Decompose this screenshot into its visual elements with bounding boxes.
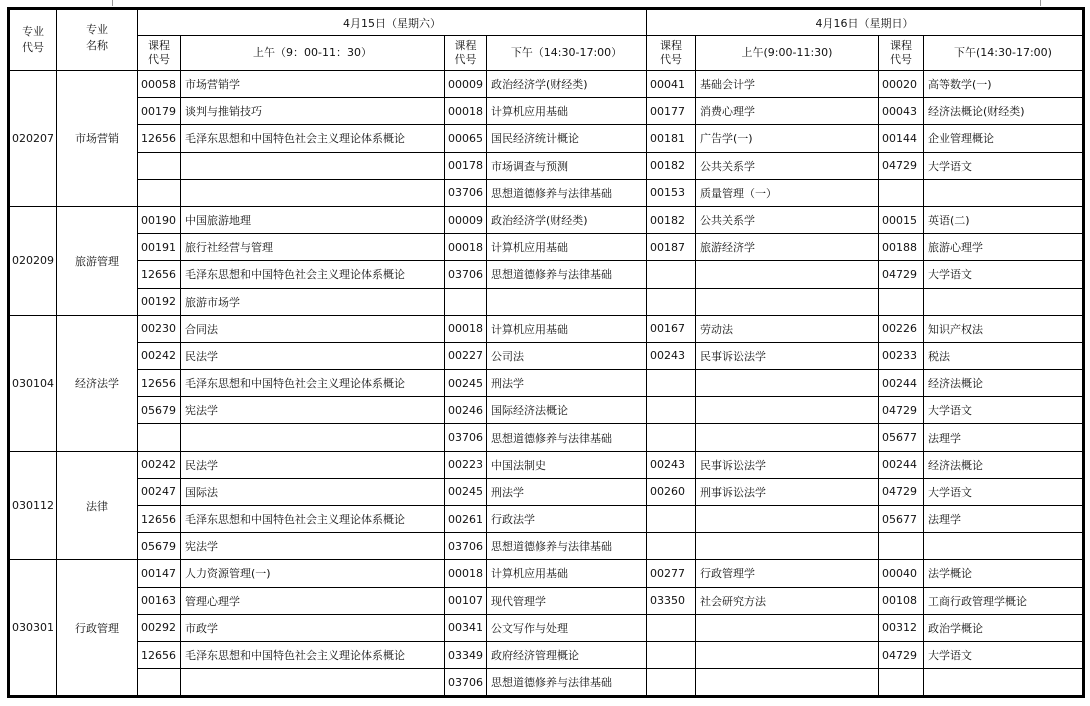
d1-am-code: 12656	[138, 641, 181, 668]
d1-am-code	[138, 669, 181, 697]
d1-pm-course: 国际经济法概论	[487, 397, 647, 424]
d1-pm-code: 03706	[445, 179, 487, 206]
d1-am-course: 宪法学	[181, 397, 445, 424]
d1-pm-course: 公文写作与处理	[487, 614, 647, 641]
d1-am-course	[181, 669, 445, 697]
d2-pm-course: 经济法概论(财经类)	[924, 98, 1084, 125]
major-name: 市场营销	[57, 71, 138, 207]
d1-pm-course: 计算机应用基础	[487, 98, 647, 125]
d2-am-code: 00243	[647, 451, 696, 478]
d2-am-course: 质量管理（一）	[696, 179, 879, 206]
d1-am-code: 00191	[138, 234, 181, 261]
table-row	[9, 71, 1084, 98]
d2-pm-code: 00020	[879, 71, 924, 98]
d2-am-code: 00277	[647, 560, 696, 587]
header-d1-am: 上午（9：00-11：30）	[181, 36, 445, 71]
d2-pm-course: 工商行政管理学概论	[924, 587, 1084, 614]
d1-am-code: 00247	[138, 478, 181, 505]
d2-am-code	[647, 261, 696, 288]
d2-am-code: 00177	[647, 98, 696, 125]
d1-pm-code: 00227	[445, 342, 487, 369]
d2-am-code	[647, 370, 696, 397]
d2-pm-course: 政治学概论	[924, 614, 1084, 641]
major-name: 行政管理	[57, 560, 138, 697]
d1-am-code: 00147	[138, 560, 181, 587]
table-row	[9, 179, 1084, 206]
d1-am-code: 00242	[138, 451, 181, 478]
d1-am-course: 旅游市场学	[181, 288, 445, 315]
d2-am-code	[647, 533, 696, 560]
d2-pm-code: 00226	[879, 315, 924, 342]
d1-pm-code: 00107	[445, 587, 487, 614]
d1-am-code	[138, 424, 181, 451]
d1-am-code: 00058	[138, 71, 181, 98]
d1-am-code: 00242	[138, 342, 181, 369]
d2-am-course	[696, 506, 879, 533]
d1-pm-code: 00065	[445, 125, 487, 152]
d1-pm-code: 03706	[445, 424, 487, 451]
d1-pm-course: 思想道德修养与法律基础	[487, 669, 647, 697]
d1-pm-course	[487, 288, 647, 315]
d1-pm-course: 政治经济学(财经类)	[487, 206, 647, 233]
header-d1-pm: 下午（14:30-17:00）	[487, 36, 647, 71]
d1-pm-code: 00178	[445, 152, 487, 179]
d1-pm-course: 思想道德修养与法律基础	[487, 179, 647, 206]
d2-pm-code: 04729	[879, 152, 924, 179]
d1-am-code: 00292	[138, 614, 181, 641]
d1-pm-code: 00009	[445, 71, 487, 98]
table-row	[9, 641, 1084, 668]
d2-am-code: 00182	[647, 206, 696, 233]
d1-pm-course: 计算机应用基础	[487, 315, 647, 342]
header-day1: 4月15日（星期六）	[138, 9, 647, 36]
d2-am-code: 00041	[647, 71, 696, 98]
d2-am-code: 00167	[647, 315, 696, 342]
d1-pm-code: 00018	[445, 234, 487, 261]
d2-pm-course	[924, 533, 1084, 560]
d1-am-code: 12656	[138, 506, 181, 533]
d2-pm-code: 00108	[879, 587, 924, 614]
d1-pm-code: 00245	[445, 370, 487, 397]
d2-am-course	[696, 424, 879, 451]
header-major-name: 专业 名称	[57, 9, 138, 71]
header-course-code: 课程 代号	[647, 36, 696, 71]
d1-pm-code: 00018	[445, 315, 487, 342]
d2-am-course: 公共关系学	[696, 206, 879, 233]
major-code: 020207	[9, 71, 57, 207]
d2-pm-code	[879, 179, 924, 206]
d2-pm-course: 知识产权法	[924, 315, 1084, 342]
d2-am-course	[696, 614, 879, 641]
d2-pm-code: 05677	[879, 424, 924, 451]
header-course-code: 课程 代号	[445, 36, 487, 71]
d2-pm-code: 04729	[879, 397, 924, 424]
d1-am-course: 中国旅游地理	[181, 206, 445, 233]
d1-am-code: 00163	[138, 587, 181, 614]
table-row	[9, 451, 1084, 478]
d2-pm-course: 英语(二)	[924, 206, 1084, 233]
header-course-code: 课程 代号	[138, 36, 181, 71]
d1-pm-code: 00245	[445, 478, 487, 505]
d2-am-code	[647, 506, 696, 533]
d2-am-course	[696, 641, 879, 668]
d2-am-code: 00153	[647, 179, 696, 206]
d2-pm-code: 04729	[879, 261, 924, 288]
d2-pm-course: 企业管理概论	[924, 125, 1084, 152]
d2-pm-course: 大学语文	[924, 261, 1084, 288]
d2-pm-code: 00015	[879, 206, 924, 233]
d2-pm-code: 00144	[879, 125, 924, 152]
d2-pm-code	[879, 533, 924, 560]
table-row	[9, 506, 1084, 533]
header-day2: 4月16日（星期日）	[647, 9, 1084, 36]
ruler-mark	[1040, 0, 1041, 6]
d1-am-course	[181, 179, 445, 206]
d2-am-course	[696, 370, 879, 397]
table-row	[9, 125, 1084, 152]
d1-pm-code: 00018	[445, 98, 487, 125]
d1-am-course: 民法学	[181, 451, 445, 478]
d2-pm-code	[879, 288, 924, 315]
d2-pm-course: 法学概论	[924, 560, 1084, 587]
ruler-mark	[112, 0, 113, 6]
d1-pm-code: 00009	[445, 206, 487, 233]
d2-pm-course	[924, 288, 1084, 315]
d2-am-course: 消费心理学	[696, 98, 879, 125]
d1-am-code	[138, 152, 181, 179]
d2-pm-code: 05677	[879, 506, 924, 533]
d2-am-course: 民事诉讼法学	[696, 451, 879, 478]
d2-am-code	[647, 641, 696, 668]
d2-pm-course: 高等数学(一)	[924, 71, 1084, 98]
d2-pm-code: 00233	[879, 342, 924, 369]
d2-pm-course: 大学语文	[924, 397, 1084, 424]
d1-pm-code: 00246	[445, 397, 487, 424]
d2-am-course	[696, 261, 879, 288]
d1-am-course: 毛泽东思想和中国特色社会主义理论体系概论	[181, 125, 445, 152]
header-major-code: 专业 代号	[9, 9, 57, 71]
table-row	[9, 614, 1084, 641]
d1-pm-course: 刑法学	[487, 478, 647, 505]
d2-am-code	[647, 614, 696, 641]
d1-pm-code: 00018	[445, 560, 487, 587]
table-row	[9, 288, 1084, 315]
d1-pm-course: 政府经济管理概论	[487, 641, 647, 668]
d1-pm-course: 市场调查与预测	[487, 152, 647, 179]
d1-am-code: 12656	[138, 125, 181, 152]
d2-pm-code: 00312	[879, 614, 924, 641]
d2-pm-code: 00043	[879, 98, 924, 125]
d1-am-course: 旅行社经营与管理	[181, 234, 445, 261]
d1-pm-course: 现代管理学	[487, 587, 647, 614]
table-row	[9, 478, 1084, 505]
table-row	[9, 206, 1084, 233]
d1-am-course: 合同法	[181, 315, 445, 342]
d2-am-code: 00260	[647, 478, 696, 505]
major-code: 030301	[9, 560, 57, 697]
major-code: 030112	[9, 451, 57, 560]
d2-pm-code: 04729	[879, 641, 924, 668]
d2-am-course: 刑事诉讼法学	[696, 478, 879, 505]
d2-pm-course: 经济法概论	[924, 370, 1084, 397]
table-row	[9, 560, 1084, 587]
d2-am-course: 社会研究方法	[696, 587, 879, 614]
d1-pm-course: 刑法学	[487, 370, 647, 397]
table-row	[9, 98, 1084, 125]
exam-schedule-table	[7, 7, 1085, 698]
d2-pm-course: 经济法概论	[924, 451, 1084, 478]
d1-am-course: 国际法	[181, 478, 445, 505]
d2-am-code: 00243	[647, 342, 696, 369]
d1-am-code: 12656	[138, 261, 181, 288]
d1-pm-code: 00261	[445, 506, 487, 533]
d2-pm-course: 旅游心理学	[924, 234, 1084, 261]
d2-pm-code: 00188	[879, 234, 924, 261]
d1-pm-course: 思想道德修养与法律基础	[487, 261, 647, 288]
d2-pm-code	[879, 669, 924, 697]
d1-am-code: 00179	[138, 98, 181, 125]
table-row	[9, 315, 1084, 342]
d1-pm-course: 公司法	[487, 342, 647, 369]
d1-am-course: 人力资源管理(一)	[181, 560, 445, 587]
d1-pm-code: 03706	[445, 533, 487, 560]
d2-pm-course: 法理学	[924, 424, 1084, 451]
d1-pm-course: 计算机应用基础	[487, 560, 647, 587]
d2-pm-course: 大学语文	[924, 641, 1084, 668]
major-name: 旅游管理	[57, 206, 138, 315]
d1-am-course: 谈判与推销技巧	[181, 98, 445, 125]
d1-am-course: 毛泽东思想和中国特色社会主义理论体系概论	[181, 641, 445, 668]
d2-am-code: 00181	[647, 125, 696, 152]
d1-pm-course: 国民经济统计概论	[487, 125, 647, 152]
d1-pm-course: 计算机应用基础	[487, 234, 647, 261]
d1-pm-code	[445, 288, 487, 315]
d1-am-code: 00230	[138, 315, 181, 342]
d1-pm-course: 政治经济学(财经类)	[487, 71, 647, 98]
d2-am-course: 行政管理学	[696, 560, 879, 587]
table-row	[9, 424, 1084, 451]
d1-am-course: 毛泽东思想和中国特色社会主义理论体系概论	[181, 261, 445, 288]
major-name: 经济法学	[57, 315, 138, 451]
d1-am-code	[138, 179, 181, 206]
table-row	[9, 370, 1084, 397]
d2-am-course: 广告学(一)	[696, 125, 879, 152]
d2-am-course: 民事诉讼法学	[696, 342, 879, 369]
d1-pm-code: 03706	[445, 669, 487, 697]
d2-am-code	[647, 397, 696, 424]
d2-pm-course: 大学语文	[924, 478, 1084, 505]
d1-pm-course: 思想道德修养与法律基础	[487, 424, 647, 451]
table-row	[9, 261, 1084, 288]
table-row	[9, 234, 1084, 261]
header-d2-am: 上午(9:00-11:30)	[696, 36, 879, 71]
d2-am-code: 03350	[647, 587, 696, 614]
table-row	[9, 587, 1084, 614]
d2-am-course	[696, 288, 879, 315]
major-name: 法律	[57, 451, 138, 560]
d1-am-course	[181, 424, 445, 451]
d2-am-code: 00182	[647, 152, 696, 179]
d2-pm-course: 法理学	[924, 506, 1084, 533]
d1-am-course: 毛泽东思想和中国特色社会主义理论体系概论	[181, 506, 445, 533]
table-row	[9, 397, 1084, 424]
d1-pm-code: 03706	[445, 261, 487, 288]
d1-am-course: 毛泽东思想和中国特色社会主义理论体系概论	[181, 370, 445, 397]
d2-pm-code: 00244	[879, 370, 924, 397]
d2-pm-course: 大学语文	[924, 152, 1084, 179]
d2-am-code	[647, 424, 696, 451]
d2-am-code	[647, 288, 696, 315]
d1-am-course: 宪法学	[181, 533, 445, 560]
d2-pm-code: 04729	[879, 478, 924, 505]
d2-am-course: 公共关系学	[696, 152, 879, 179]
d1-pm-course: 中国法制史	[487, 451, 647, 478]
d2-pm-course	[924, 179, 1084, 206]
d1-am-code: 00192	[138, 288, 181, 315]
d1-pm-code: 00223	[445, 451, 487, 478]
d1-pm-code: 03349	[445, 641, 487, 668]
d2-pm-code: 00244	[879, 451, 924, 478]
d2-am-code	[647, 669, 696, 697]
d2-pm-course	[924, 669, 1084, 697]
header-course-code: 课程 代号	[879, 36, 924, 71]
d1-am-course: 市政学	[181, 614, 445, 641]
d1-pm-course: 行政法学	[487, 506, 647, 533]
header-d2-pm: 下午(14:30-17:00)	[924, 36, 1084, 71]
d1-am-code: 12656	[138, 370, 181, 397]
d2-am-course: 基础会计学	[696, 71, 879, 98]
d1-am-code: 05679	[138, 533, 181, 560]
table-row	[9, 342, 1084, 369]
d1-pm-code: 00341	[445, 614, 487, 641]
d1-am-code: 05679	[138, 397, 181, 424]
d1-am-course: 民法学	[181, 342, 445, 369]
major-code: 020209	[9, 206, 57, 315]
d2-pm-course: 税法	[924, 342, 1084, 369]
d2-am-code: 00187	[647, 234, 696, 261]
d1-am-course: 管理心理学	[181, 587, 445, 614]
d1-pm-course: 思想道德修养与法律基础	[487, 533, 647, 560]
table-row	[9, 152, 1084, 179]
d2-am-course: 旅游经济学	[696, 234, 879, 261]
d2-am-course	[696, 669, 879, 697]
d2-am-course: 劳动法	[696, 315, 879, 342]
d2-pm-code: 00040	[879, 560, 924, 587]
d2-am-course	[696, 397, 879, 424]
d1-am-course: 市场营销学	[181, 71, 445, 98]
table-row	[9, 533, 1084, 560]
major-code: 030104	[9, 315, 57, 451]
d1-am-course	[181, 152, 445, 179]
d1-am-code: 00190	[138, 206, 181, 233]
d2-am-course	[696, 533, 879, 560]
table-row	[9, 669, 1084, 697]
